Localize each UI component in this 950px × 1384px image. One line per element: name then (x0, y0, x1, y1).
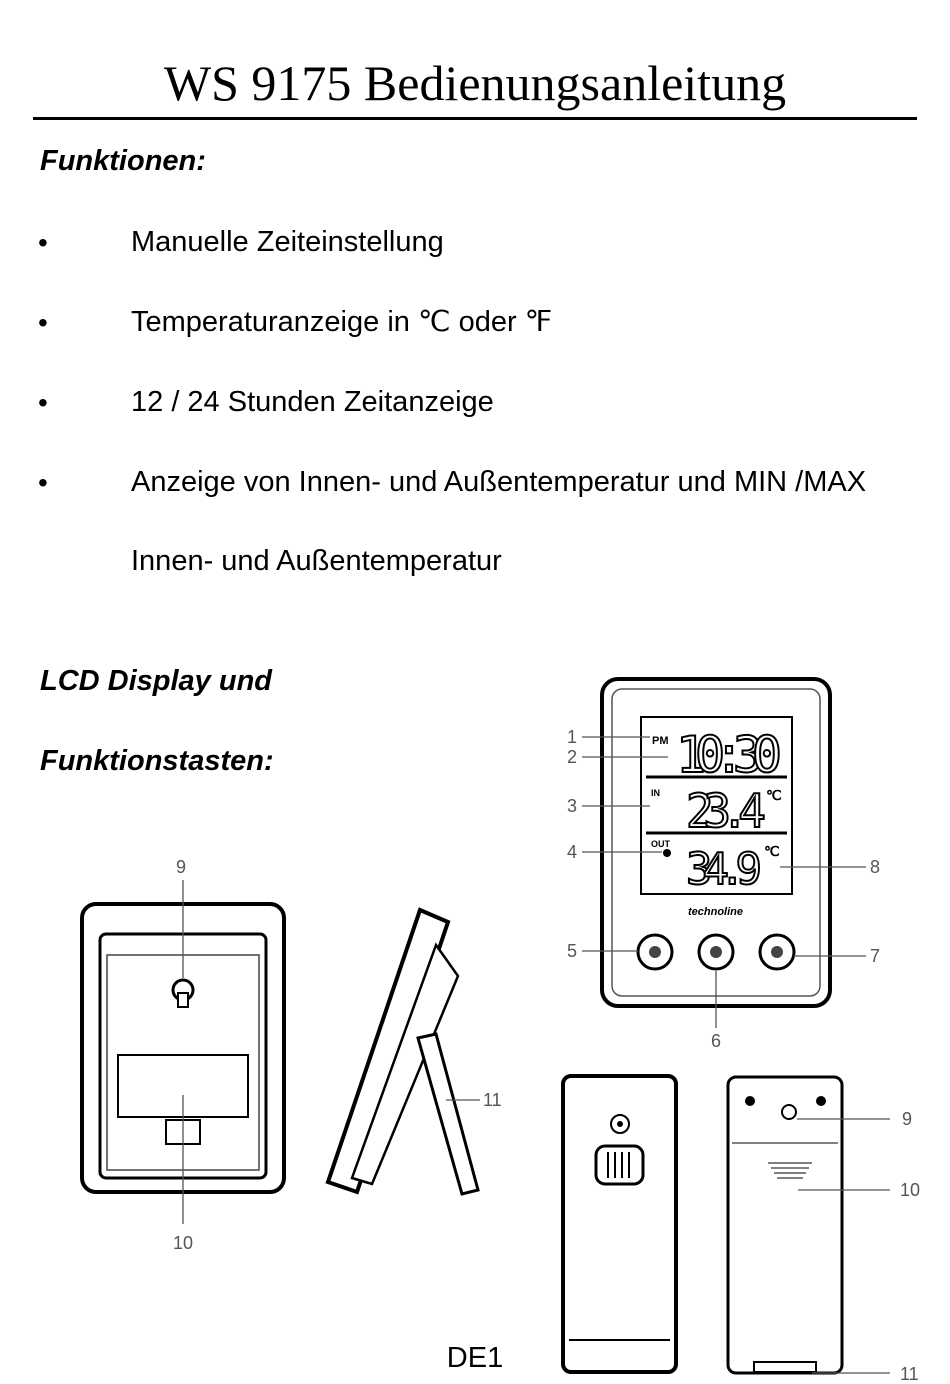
page-number: DE1 (446, 1342, 504, 1374)
lcd-outdoor-temp: 34.9 (686, 844, 762, 895)
callout-4: 4 (567, 842, 578, 862)
outdoor-label: OUT (651, 839, 670, 849)
feature-item: Manuelle Zeiteinstellung (131, 226, 444, 258)
bullet-icon: • (38, 227, 48, 258)
callout-5: 5 (567, 941, 578, 961)
callout-3: 3 (567, 796, 578, 816)
lcd-heading-line2: Funktionstasten: (40, 745, 274, 777)
indoor-label: IN (651, 788, 660, 798)
lcd-indoor-temp: 23.4 (686, 784, 766, 838)
callout-2: 2 (567, 747, 578, 767)
feature-item: Anzeige von Innen- und Außentemperatur und MIN /MAX (131, 466, 867, 498)
features-heading: Funktionen: (40, 145, 206, 177)
callout-7: 7 (870, 946, 881, 966)
page-title: WS 9175 Bedienungsanleitung (163, 55, 787, 111)
ampm-indicator: PM (652, 735, 669, 747)
sensor-front-figure (563, 1076, 676, 1372)
sensor-callout-9: 9 (902, 1109, 913, 1129)
sensor-back-figure (728, 1077, 920, 1384)
callout-10: 10 (173, 1233, 194, 1253)
callout-6: 6 (711, 1031, 722, 1051)
sensor-signal-icon (663, 849, 671, 857)
callout-1: 1 (567, 727, 578, 747)
outdoor-unit: ℃ (764, 843, 780, 859)
bullet-icon: • (38, 387, 48, 418)
feature-item: Temperaturanzeige in ℃ oder ℉ (131, 306, 553, 338)
lcd-heading-line1: LCD Display und (40, 665, 273, 697)
brand-logo: technoline (688, 906, 744, 918)
sensor-callout-10: 10 (900, 1180, 921, 1200)
feature-item-continuation: Innen- und Außentemperatur (131, 545, 502, 577)
callout-11: 11 (483, 1090, 502, 1110)
sensor-callout-11: 11 (900, 1364, 919, 1384)
indoor-unit: ℃ (766, 787, 782, 803)
bullet-icon: • (38, 467, 48, 498)
lcd-time: 10:30 (676, 726, 782, 784)
back-view-figure (82, 857, 284, 1253)
feature-item: 12 / 24 Stunden Zeitanzeige (131, 386, 494, 418)
side-view-figure (328, 910, 502, 1194)
front-view-figure (567, 679, 880, 1051)
callout-9: 9 (176, 857, 187, 877)
callout-8: 8 (870, 857, 881, 877)
bullet-icon: • (38, 307, 48, 338)
